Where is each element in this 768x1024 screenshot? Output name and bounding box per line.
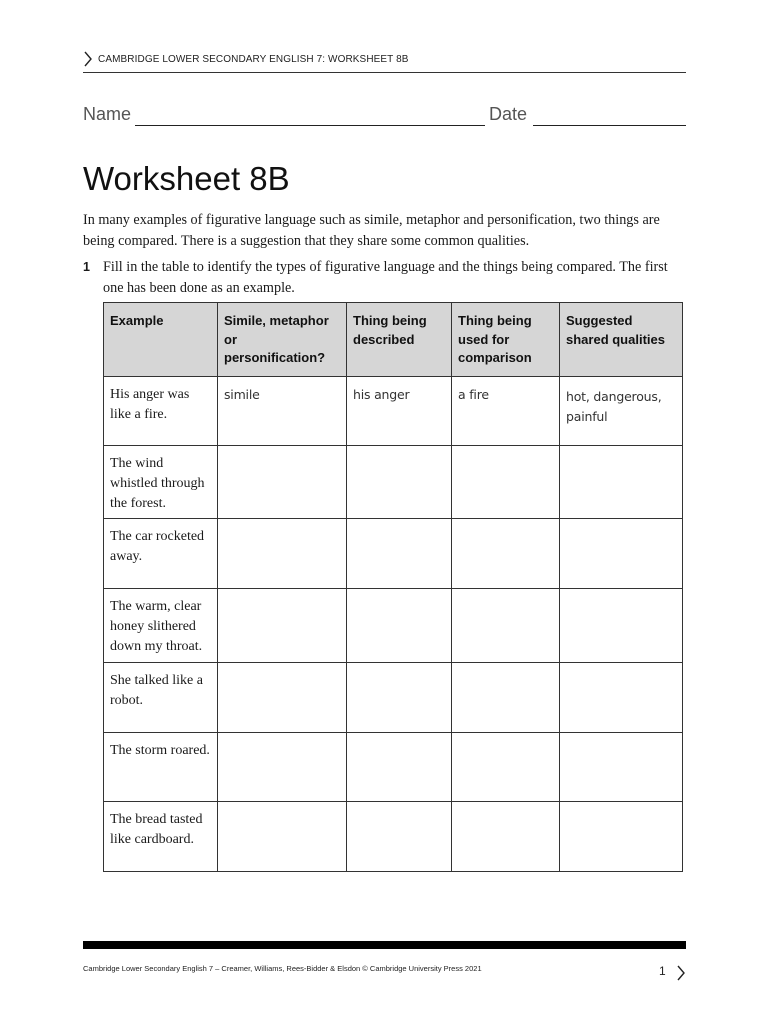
question-text: Fill in the table to identify the types of figurative language and the things being compared. The first one has been done as an example. — [103, 259, 668, 296]
page-title: Worksheet 8B — [83, 160, 290, 197]
table-row — [104, 446, 683, 519]
chevron-right-icon[interactable] — [676, 965, 685, 981]
example-cell: The warm, clear honey slithered down my throat. — [104, 589, 218, 663]
chevron-right-icon — [83, 51, 92, 67]
table-row — [104, 377, 683, 446]
footer-rule — [83, 941, 686, 949]
running-header — [83, 46, 686, 73]
answer-cell[interactable] — [560, 733, 683, 802]
answer-cell[interactable] — [560, 589, 683, 663]
answer-cell[interactable] — [347, 519, 452, 589]
table-row — [104, 733, 683, 802]
table-row — [104, 663, 683, 733]
answer-cell[interactable] — [452, 663, 560, 733]
answer-cell: his anger — [347, 377, 452, 446]
table-row — [104, 589, 683, 663]
example-cell: The car rocketed away. — [104, 519, 218, 589]
answer-cell[interactable] — [560, 519, 683, 589]
answer-cell[interactable] — [452, 519, 560, 589]
column-header-qualities: Suggested shared qualities — [560, 303, 683, 377]
answer-cell[interactable] — [560, 802, 683, 872]
example-cell: The bread tasted like cardboard. — [104, 802, 218, 872]
answer-cell[interactable] — [347, 446, 452, 519]
answer-cell[interactable] — [347, 663, 452, 733]
footer-credit: Cambridge Lower Secondary English 7 – Creamer, Williams, Rees-Bidder & Elsdon © Cambridge University Press 2021 — [83, 964, 482, 973]
answer-cell[interactable] — [218, 446, 347, 519]
name-date-row — [83, 104, 686, 128]
table-row — [104, 802, 683, 872]
answer-cell[interactable] — [218, 519, 347, 589]
answer-cell: a fire — [452, 377, 560, 446]
column-header-example: Example — [104, 303, 218, 377]
name-label: Name — [83, 104, 132, 124]
example-cell: His anger was like a fire. — [104, 377, 218, 446]
answer-cell[interactable] — [218, 589, 347, 663]
example-cell: The storm roared. — [104, 733, 218, 802]
answer-cell[interactable] — [452, 589, 560, 663]
answer-cell: simile — [218, 377, 347, 446]
column-header-described: Thing being described — [347, 303, 452, 377]
answer-cell[interactable] — [347, 589, 452, 663]
answer-cell[interactable] — [452, 802, 560, 872]
name-field[interactable] — [135, 125, 485, 126]
header-title: CAMBRIDGE LOWER SECONDARY ENGLISH 7: WORKSHEET 8B — [98, 53, 409, 65]
answer-cell[interactable] — [218, 663, 347, 733]
example-cell: She talked like a robot. — [104, 663, 218, 733]
table-header-row — [104, 303, 683, 377]
date-label: Date — [489, 104, 528, 124]
figurative-language-table — [103, 302, 683, 872]
column-header-type: Simile, metaphor or personification? — [218, 303, 347, 377]
answer-cell[interactable] — [218, 733, 347, 802]
answer-cell[interactable] — [452, 446, 560, 519]
intro-paragraph: In many examples of figurative language such as simile, metaphor and personification, two things are being compared. There is a suggestion that they share some common qualities. — [83, 212, 660, 249]
answer-cell[interactable] — [452, 733, 560, 802]
table-row — [104, 519, 683, 589]
answer-cell[interactable] — [347, 802, 452, 872]
answer-cell[interactable] — [218, 802, 347, 872]
answer-cell: hot, dangerous, painful — [560, 377, 683, 446]
answer-cell[interactable] — [560, 446, 683, 519]
example-cell: The wind whistled through the forest. — [104, 446, 218, 519]
page-number: 1 — [659, 964, 666, 978]
answer-cell[interactable] — [560, 663, 683, 733]
question-number: 1 — [83, 260, 90, 274]
column-header-comparison: Thing being used for comparison — [452, 303, 560, 377]
answer-cell[interactable] — [347, 733, 452, 802]
date-field[interactable] — [533, 125, 686, 126]
